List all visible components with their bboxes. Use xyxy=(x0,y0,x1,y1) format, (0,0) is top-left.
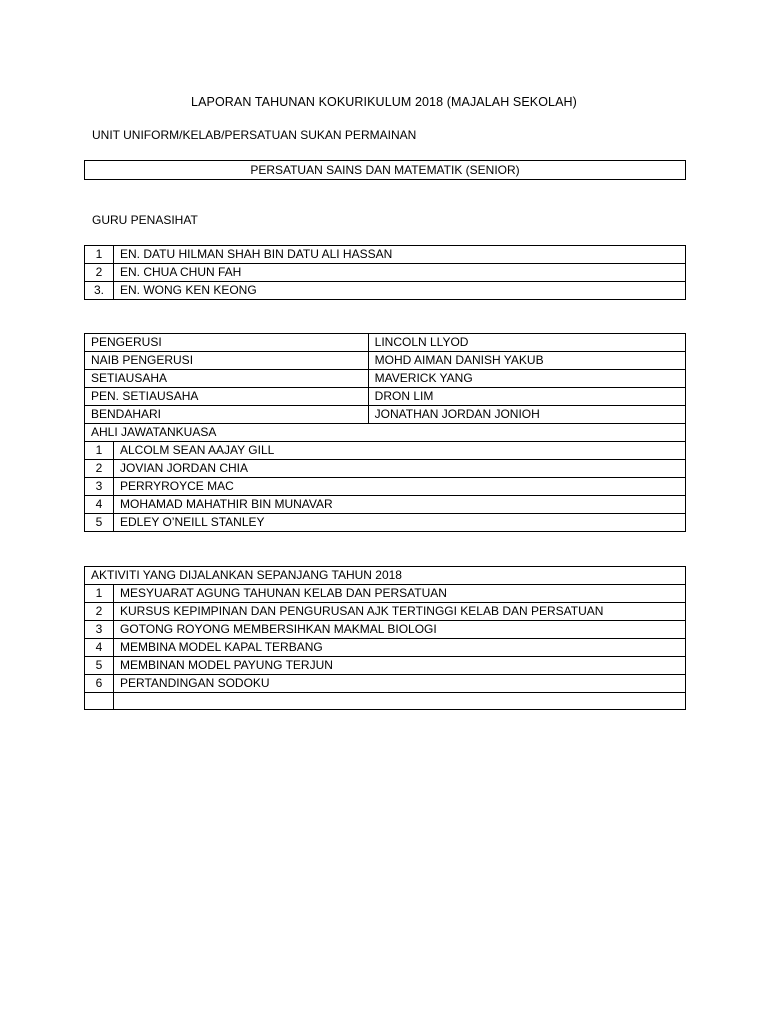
committee-table xyxy=(84,333,686,532)
row-number: 2 xyxy=(85,460,114,478)
row-number: 6 xyxy=(85,675,114,693)
advisors-table xyxy=(84,245,686,300)
row-number: 3 xyxy=(85,621,114,639)
table-row xyxy=(85,514,686,532)
table-row xyxy=(85,657,686,675)
table-row xyxy=(85,496,686,514)
table-row xyxy=(85,567,686,585)
row-number: 2 xyxy=(85,603,114,621)
row-number: 4 xyxy=(85,639,114,657)
club-name-box: PERSATUAN SAINS DAN MATEMATIK (SENIOR) xyxy=(84,160,686,180)
role-cell: BENDAHARI xyxy=(85,406,369,424)
table-row xyxy=(85,246,686,264)
officer-name: MAVERICK YANG xyxy=(368,370,685,388)
row-number: 3 xyxy=(85,478,114,496)
table-row xyxy=(85,424,686,442)
unit-heading: UNIT UNIFORM/KELAB/PERSATUAN SUKAN PERMAINAN xyxy=(92,128,417,142)
table-row xyxy=(85,264,686,282)
activity-name: PERTANDINGAN SODOKU xyxy=(114,675,686,693)
member-name: EDLEY O’NEILL STANLEY xyxy=(114,514,686,532)
empty-table-row xyxy=(85,693,686,710)
row-number: 1 xyxy=(85,442,114,460)
member-name: ALCOLM SEAN AAJAY GILL xyxy=(114,442,686,460)
officer-name: LINCOLN LLYOD xyxy=(368,334,685,352)
role-cell: SETIAUSAHA xyxy=(85,370,369,388)
table-row xyxy=(85,639,686,657)
row-number: 5 xyxy=(85,657,114,675)
activity-name: KURSUS KEPIMPINAN DAN PENGURUSAN AJK TERTINGGI KELAB DAN PERSATUAN xyxy=(114,603,686,621)
table-row xyxy=(85,621,686,639)
table-row xyxy=(85,675,686,693)
table-row xyxy=(85,603,686,621)
activities-heading: AKTIVITI YANG DIJALANKAN SEPANJANG TAHUN 2018 xyxy=(85,567,686,585)
member-name: MOHAMAD MAHATHIR BIN MUNAVAR xyxy=(114,496,686,514)
row-number: 1 xyxy=(85,585,114,603)
table-row xyxy=(85,406,686,424)
role-cell: NAIB PENGERUSI xyxy=(85,352,369,370)
role-cell: PENGERUSI xyxy=(85,334,369,352)
row-number: 5 xyxy=(85,514,114,532)
report-title: LAPORAN TAHUNAN KOKURIKULUM 2018 (MAJALAH SEKOLAH) xyxy=(191,95,577,109)
row-number: 2 xyxy=(85,264,114,282)
officer-name: DRON LIM xyxy=(368,388,685,406)
advisor-name: EN. WONG KEN KEONG xyxy=(114,282,686,300)
officer-name: JONATHAN JORDAN JONIOH xyxy=(368,406,685,424)
member-name: JOVIAN JORDAN CHIA xyxy=(114,460,686,478)
advisor-name: EN. DATU HILMAN SHAH BIN DATU ALI HASSAN xyxy=(114,246,686,264)
table-row xyxy=(85,442,686,460)
role-cell: PEN. SETIAUSAHA xyxy=(85,388,369,406)
table-row xyxy=(85,388,686,406)
table-row xyxy=(85,352,686,370)
row-number: 4 xyxy=(85,496,114,514)
empty-cell xyxy=(114,693,686,710)
table-row xyxy=(85,478,686,496)
activity-name: MEMBINA MODEL KAPAL TERBANG xyxy=(114,639,686,657)
activity-name: MESYUARAT AGUNG TAHUNAN KELAB DAN PERSATUAN xyxy=(114,585,686,603)
advisors-heading: GURU PENASIHAT xyxy=(92,213,198,227)
officer-name: MOHD AIMAN DANISH YAKUB xyxy=(368,352,685,370)
table-row xyxy=(85,334,686,352)
table-row xyxy=(85,585,686,603)
empty-cell xyxy=(85,693,114,710)
members-heading: AHLI JAWATANKUASA xyxy=(85,424,686,442)
activities-table xyxy=(84,566,686,710)
activity-name: GOTONG ROYONG MEMBERSIHKAN MAKMAL BIOLOGI xyxy=(114,621,686,639)
advisor-name: EN. CHUA CHUN FAH xyxy=(114,264,686,282)
member-name: PERRYROYCE MAC xyxy=(114,478,686,496)
table-row xyxy=(85,370,686,388)
row-number: 1 xyxy=(85,246,114,264)
table-row xyxy=(85,282,686,300)
activity-name: MEMBINAN MODEL PAYUNG TERJUN xyxy=(114,657,686,675)
table-row xyxy=(85,460,686,478)
row-number: 3. xyxy=(85,282,114,300)
